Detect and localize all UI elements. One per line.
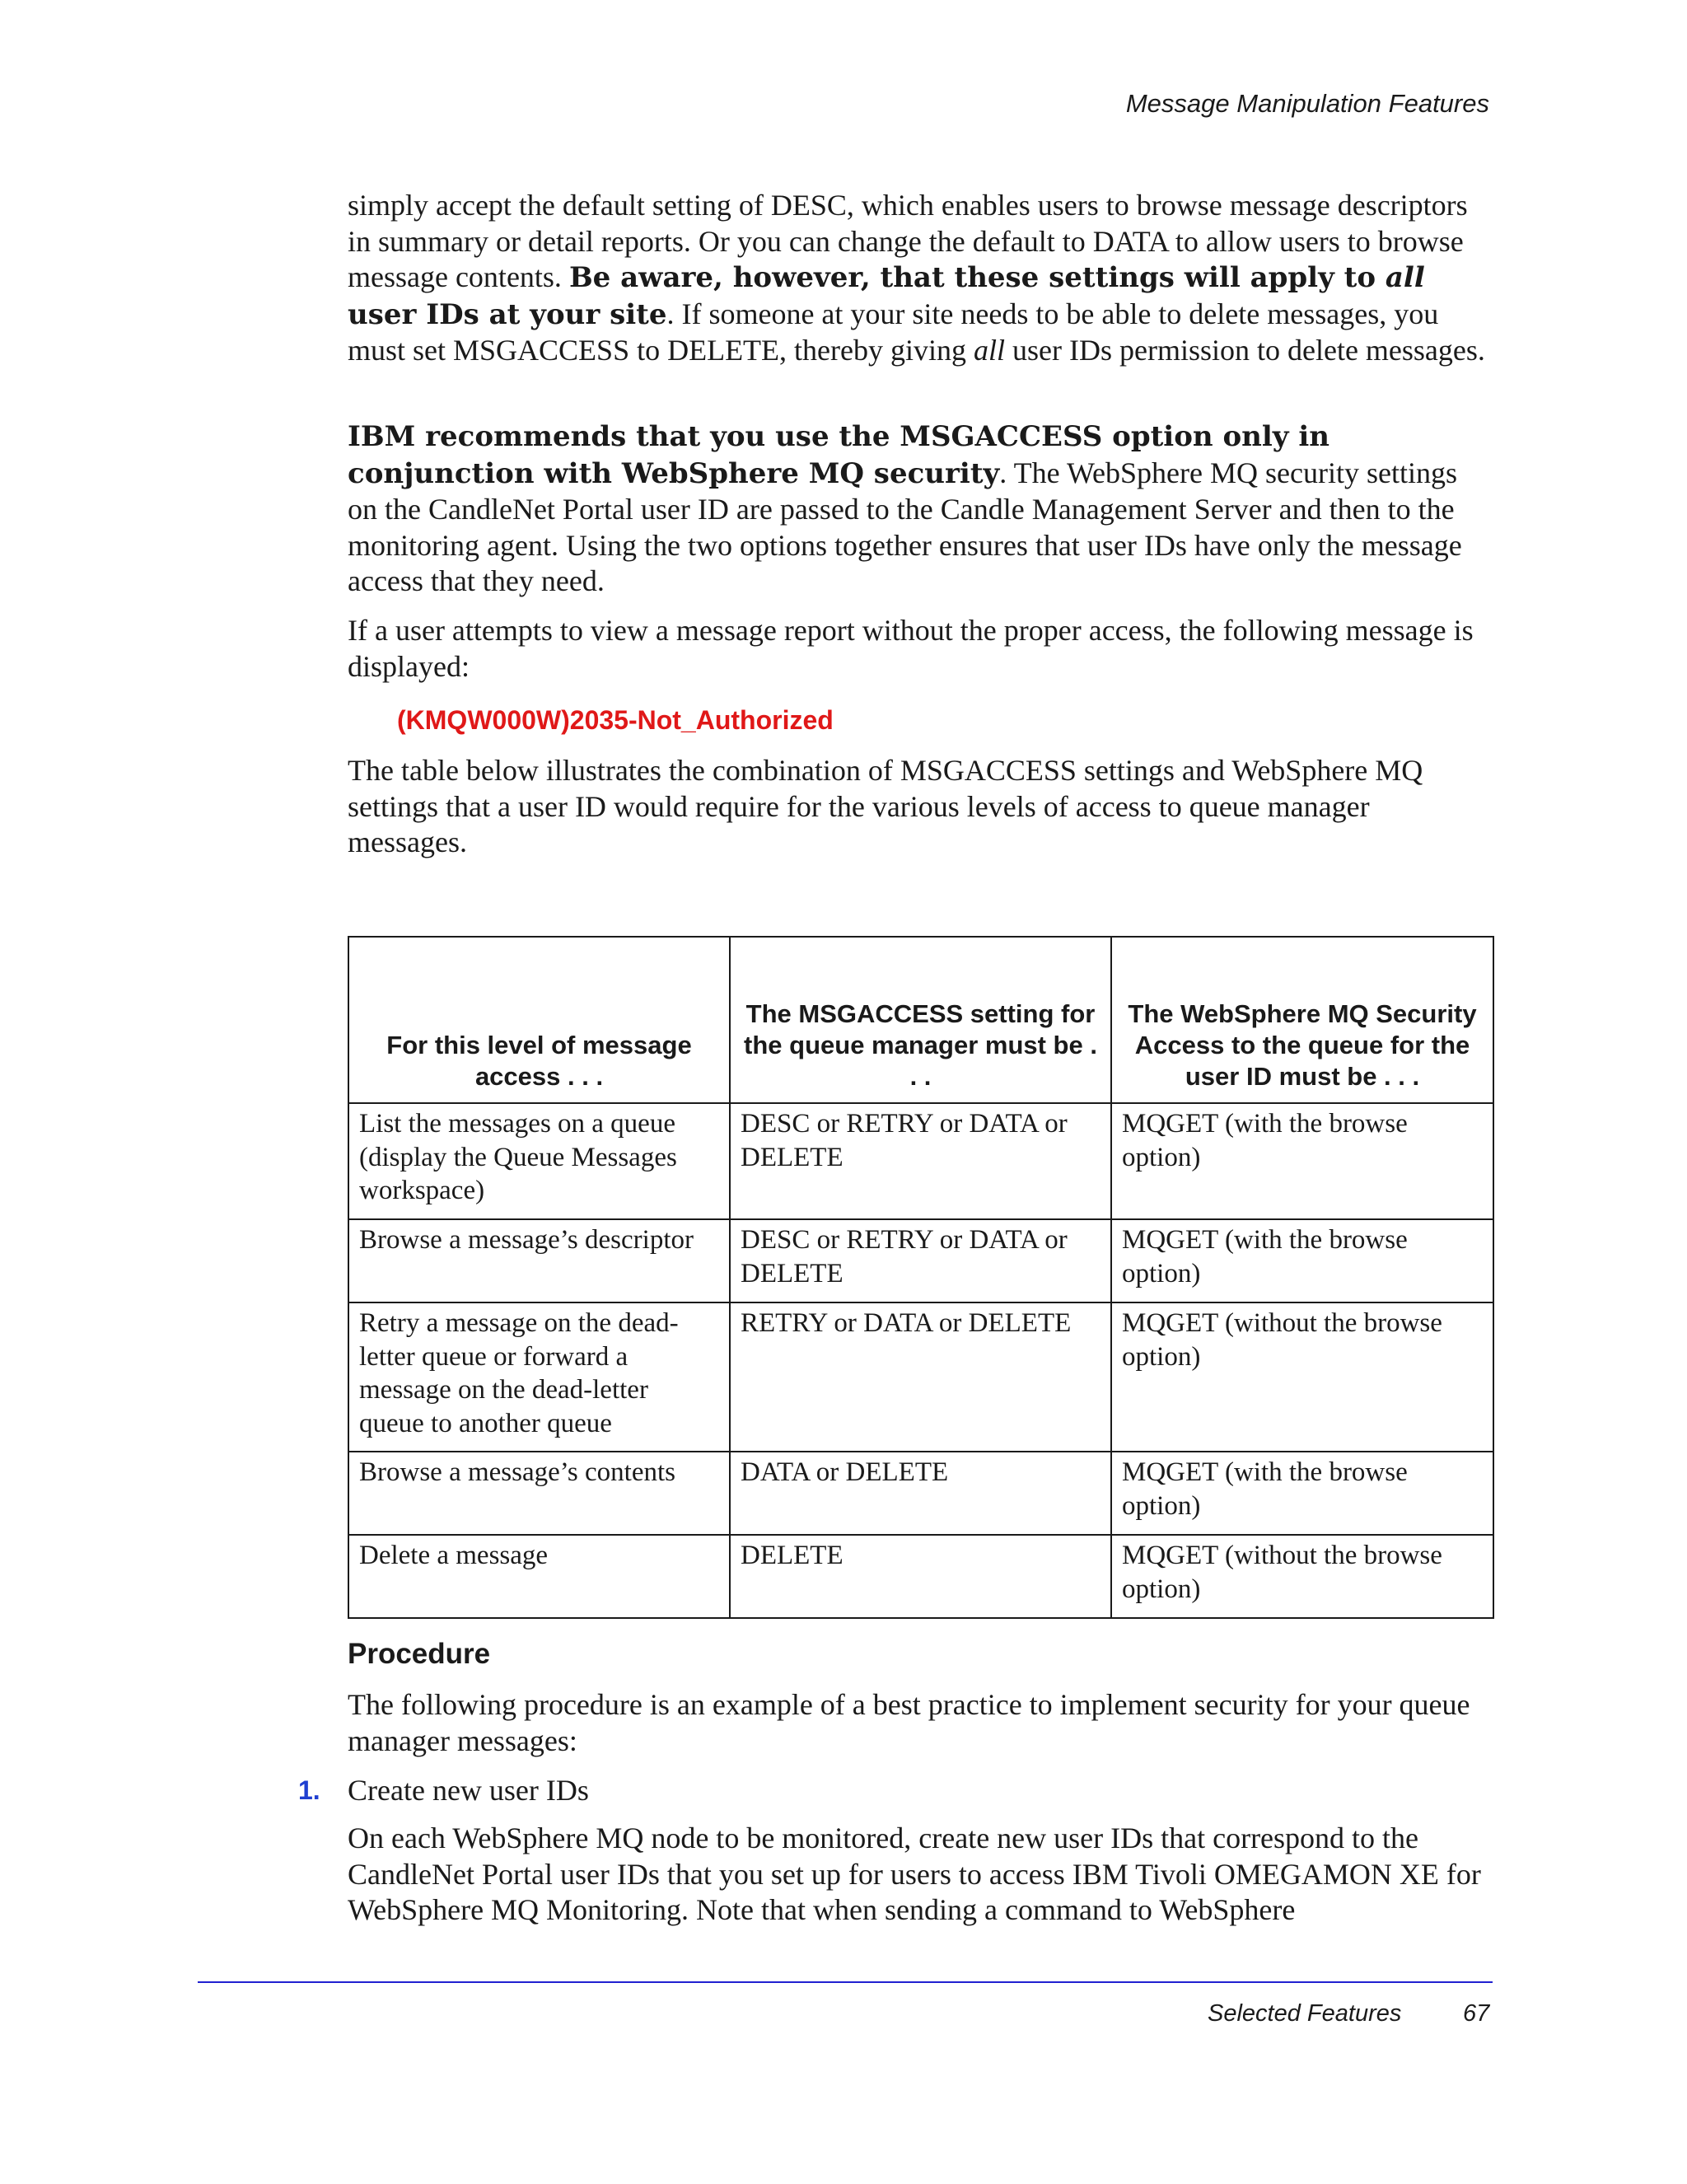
table-cell: MQGET (with the browse option) xyxy=(1111,1219,1493,1302)
procedure-intro: The following procedure is an example of a best practice to implement security for your queue manager messages: xyxy=(348,1688,1470,1757)
intro-paragraph-3: If a user attempts to view a message report without the proper access, the following message is displayed: xyxy=(348,614,1474,683)
table-cell: RETRY or DATA or DELETE xyxy=(730,1302,1111,1452)
step-title: Create new user IDs xyxy=(348,1774,589,1807)
table-cell: Delete a message xyxy=(348,1535,730,1618)
running-header-title: Message Manipulation Features xyxy=(1125,89,1489,118)
header-msgaccess-setting: The MSGACCESS setting for the queue manager must be . . . xyxy=(730,937,1111,1103)
table-cell: Browse a message’s contents xyxy=(348,1452,730,1535)
table-row xyxy=(348,1535,1493,1618)
intro-paragraph-2: IBM recommends that you use the MSGACCESS option only in conjunction with WebSphere MQ security. The WebSphere MQ security settings on the CandleNet Portal user ID are passed to the Candle Management Server and then to the monitoring agent. Using the two options together ensures that user IDs have only the message access that they need. xyxy=(348,420,1462,597)
header-security-access: The WebSphere MQ Security Access to the queue for the user ID must be . . . xyxy=(1111,937,1493,1103)
table-cell: MQGET (with the browse option) xyxy=(1111,1103,1493,1219)
intro-paragraph-1: simply accept the default setting of DESC, which enables users to browse message descriptors in summary or detail reports. Or you can change the default to DATA to allow users to browse message contents. Be aware, however, that these settings will apply to all user IDs at your site. If someone at your site needs to be able to delete messages, you must set MSGACCESS to DELETE, thereby giving all user IDs permission to delete messages. xyxy=(348,189,1485,367)
table-header-row xyxy=(348,937,1493,1103)
table-cell: DESC or RETRY or DATA or DELETE xyxy=(730,1219,1111,1302)
procedure-heading: Procedure xyxy=(348,1638,491,1670)
table-cell: List the messages on a queue (display the Queue Messages workspace) xyxy=(348,1103,730,1219)
table-row xyxy=(348,1452,1493,1535)
footer-page-number: 67 xyxy=(1463,2000,1490,2027)
table-cell: DESC or RETRY or DATA or DELETE xyxy=(730,1103,1111,1219)
step-number: 1. xyxy=(298,1775,320,1805)
table-cell: MQGET (without the browse option) xyxy=(1111,1302,1493,1452)
footer-section-title: Selected Features xyxy=(1208,2000,1402,2027)
step-description: On each WebSphere MQ node to be monitored, create new user IDs that correspond to the CandleNet Portal user IDs that you set up for users to access IBM Tivoli OMEGAMON XE for WebSphere MQ Monitoring. Note that when sending a command to WebSphere xyxy=(348,1822,1481,1926)
table-row xyxy=(348,1302,1493,1452)
table-cell: MQGET (without the browse option) xyxy=(1111,1535,1493,1618)
table-row xyxy=(348,1219,1493,1302)
table-cell: Retry a message on the dead-letter queue or forward a message on the dead-letter queue to another queue xyxy=(348,1302,730,1452)
table-row xyxy=(348,1103,1493,1219)
table-cell: DELETE xyxy=(730,1535,1111,1618)
intro-paragraph-4: The table below illustrates the combination of MSGACCESS settings and WebSphere MQ settings that a user ID would require for the various levels of access to queue manager messages. xyxy=(348,754,1423,858)
header-access-level: For this level of message access . . . xyxy=(348,937,730,1103)
table-cell: DATA or DELETE xyxy=(730,1452,1111,1535)
error-message-code: (KMQW000W)2035-Not_Authorized xyxy=(397,705,834,735)
table-cell: MQGET (with the browse option) xyxy=(1111,1452,1493,1535)
footer-divider xyxy=(198,1981,1493,1983)
table-cell: Browse a message’s descriptor xyxy=(348,1219,730,1302)
message-access-table xyxy=(348,936,1494,1619)
